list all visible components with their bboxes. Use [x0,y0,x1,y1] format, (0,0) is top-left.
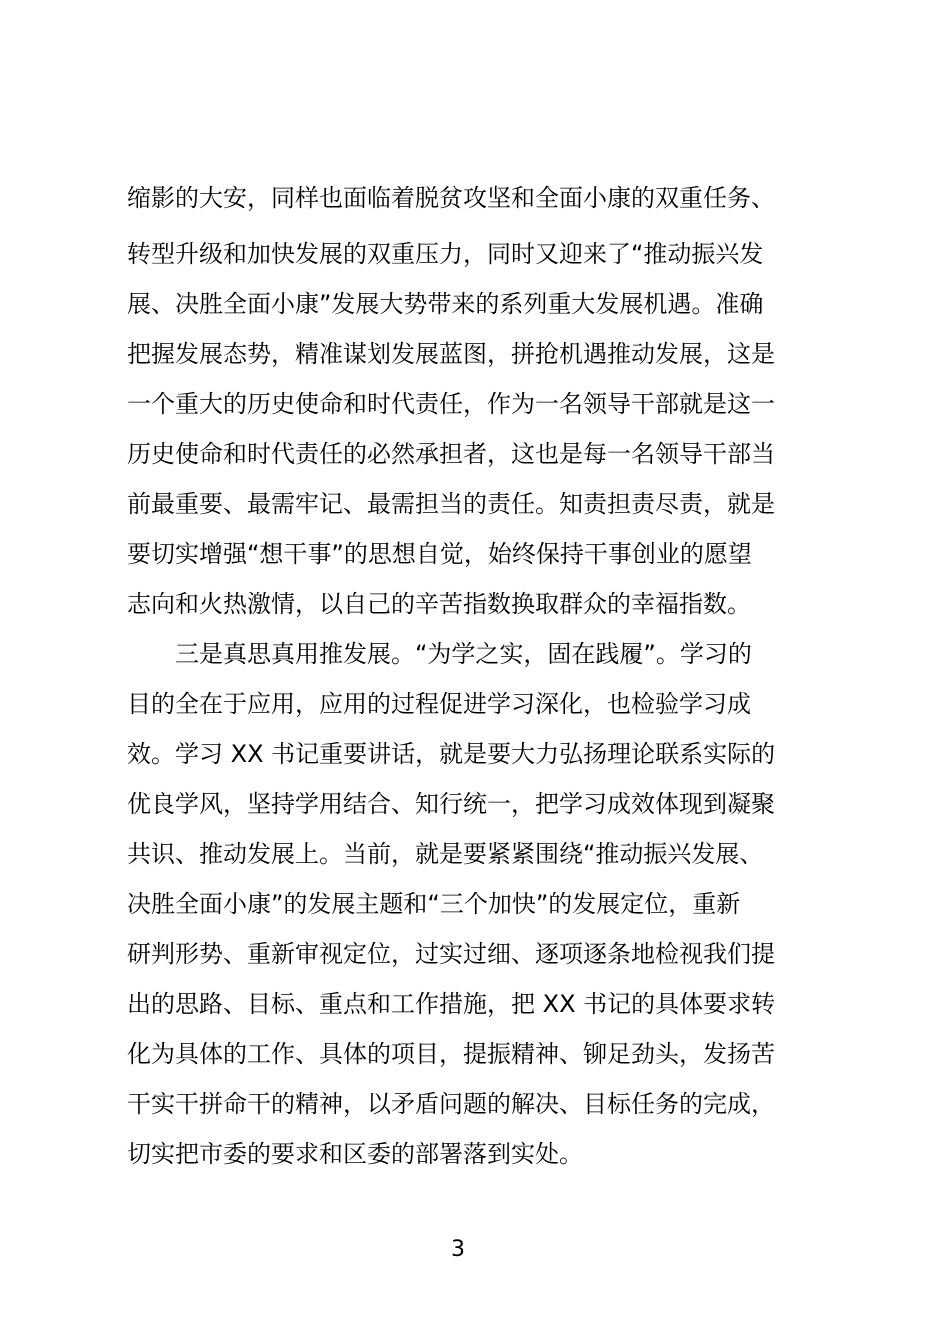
text-line: 一个重大的历史使命和时代责任，作为一名领导干部就是这一 [127,390,775,418]
text-line: 研判形势、重新审视定位，过实过细、逐项逐条地检视我们提 [127,940,775,968]
text-line: 出的思路、目标、重点和工作措施，把 XX 书记的具体要求转 [127,990,776,1018]
text-line: 共识、推动发展上。当前，就是要紧紧围绕“推动振兴发展、 [127,840,764,868]
text-line: 优良学风，坚持学用结合、知行统一，把学习成效体现到凝聚 [127,790,775,818]
text-line: 前最重要、最需牢记、最需担当的责任。知责担责尽责，就是 [127,490,775,518]
text-line: 把握发展态势，精准谋划发展蓝图，拼抢机遇推动发展，这是 [127,340,775,368]
text-line: 目的全在于应用，应用的过程促进学习深化，也检验学习成 [127,690,751,718]
text-line: 干实干拼命干的精神，以矛盾问题的解决、目标任务的完成， [127,1090,775,1118]
text-line: 化为具体的工作、具体的项目，提振精神、铆足劲头，发扬苦 [127,1040,775,1068]
text-line: 历史使命和时代责任的必然承担者，这也是每一名领导干部当 [127,440,775,468]
text-line: 缩影的大安，同样也面临着脱贫攻坚和全面小康的双重任务、 [127,184,775,212]
text-line: 志向和火热激情，以自己的辛苦指数换取群众的幸福指数。 [127,590,751,618]
text-line: 效。学习 XX 书记重要讲话，就是要大力弘扬理论联系实际的 [127,740,776,768]
text-line: 展、决胜全面小康”发展大势带来的系列重大发展机遇。准确 [127,290,764,318]
text-line: 切实把市委的要求和区委的部署落到实处。 [127,1140,583,1168]
text-line: 要切实增强“想干事”的思想自觉，始终保持干事创业的愿望 [127,540,752,568]
page-number: 3 [451,1237,465,1262]
text-line: 转型升级和加快发展的双重压力，同时又迎来了“推动振兴发 [127,240,764,268]
text-line: 决胜全面小康”的发展主题和“三个加快”的发展定位，重新 [127,890,741,918]
paragraph-first-line: 三是真思真用推发展。“为学之实，固在践履”。学习的 [175,640,752,668]
